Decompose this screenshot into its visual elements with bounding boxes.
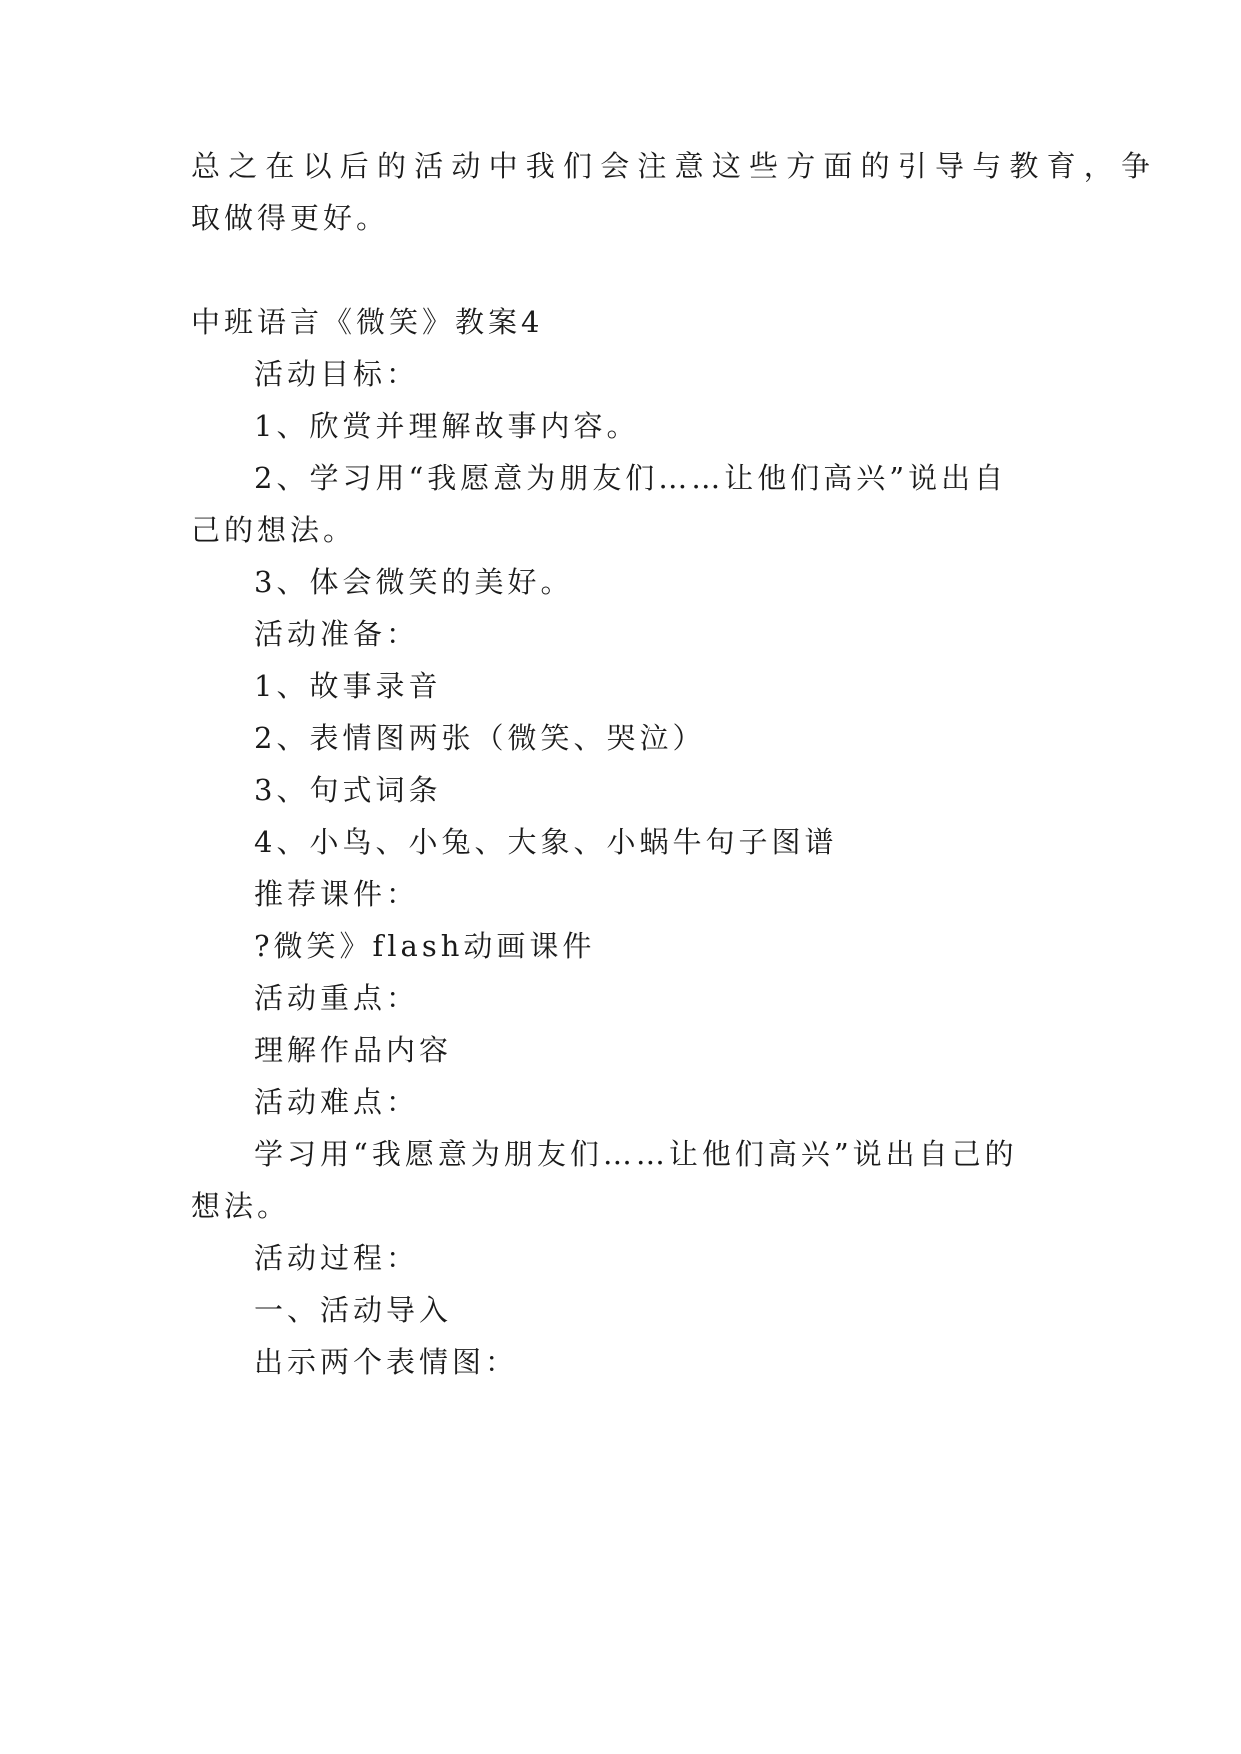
prep-item-2: 2、表情图两张（微笑、哭泣） (254, 721, 706, 755)
difficulty-heading: 活动难点： (254, 1085, 420, 1119)
courseware-item: ?微笑》flash动画课件 (254, 929, 596, 963)
goal-item-3: 3、体会微笑的美好。 (254, 565, 574, 599)
focus-heading: 活动重点： (254, 981, 420, 1015)
difficulty-text-line-2: 想法。 (191, 1189, 291, 1223)
goal-item-2-line-2: 己的想法。 (191, 513, 357, 547)
prep-item-3: 3、句式词条 (254, 773, 442, 807)
prep-heading: 活动准备： (254, 617, 420, 651)
closing-paragraph-line-2: 取做得更好。 (191, 201, 390, 235)
prep-item-1: 1、故事录音 (254, 669, 442, 703)
goals-heading: 活动目标： (254, 357, 420, 391)
goal-item-1: 1、欣赏并理解故事内容。 (254, 409, 640, 443)
goal-item-2-line-1: 2、学习用“我愿意为朋友们……让他们高兴”说出自 (254, 461, 1008, 495)
closing-paragraph-line-1: 总之在以后的活动中我们会注意这些方面的引导与教育，争 (191, 149, 1159, 183)
process-step-1-text: 出示两个表情图： (254, 1345, 519, 1379)
focus-text: 理解作品内容 (254, 1033, 453, 1067)
courseware-heading: 推荐课件： (254, 877, 420, 911)
prep-item-4: 4、小鸟、小兔、大象、小蜗牛句子图谱 (254, 825, 838, 859)
process-step-1: 一、活动导入 (254, 1293, 453, 1327)
process-heading: 活动过程： (254, 1241, 420, 1275)
difficulty-text-line-1: 学习用“我愿意为朋友们……让他们高兴”说出自己的 (254, 1137, 1018, 1171)
section-title: 中班语言《微笑》教案4 (191, 305, 544, 339)
